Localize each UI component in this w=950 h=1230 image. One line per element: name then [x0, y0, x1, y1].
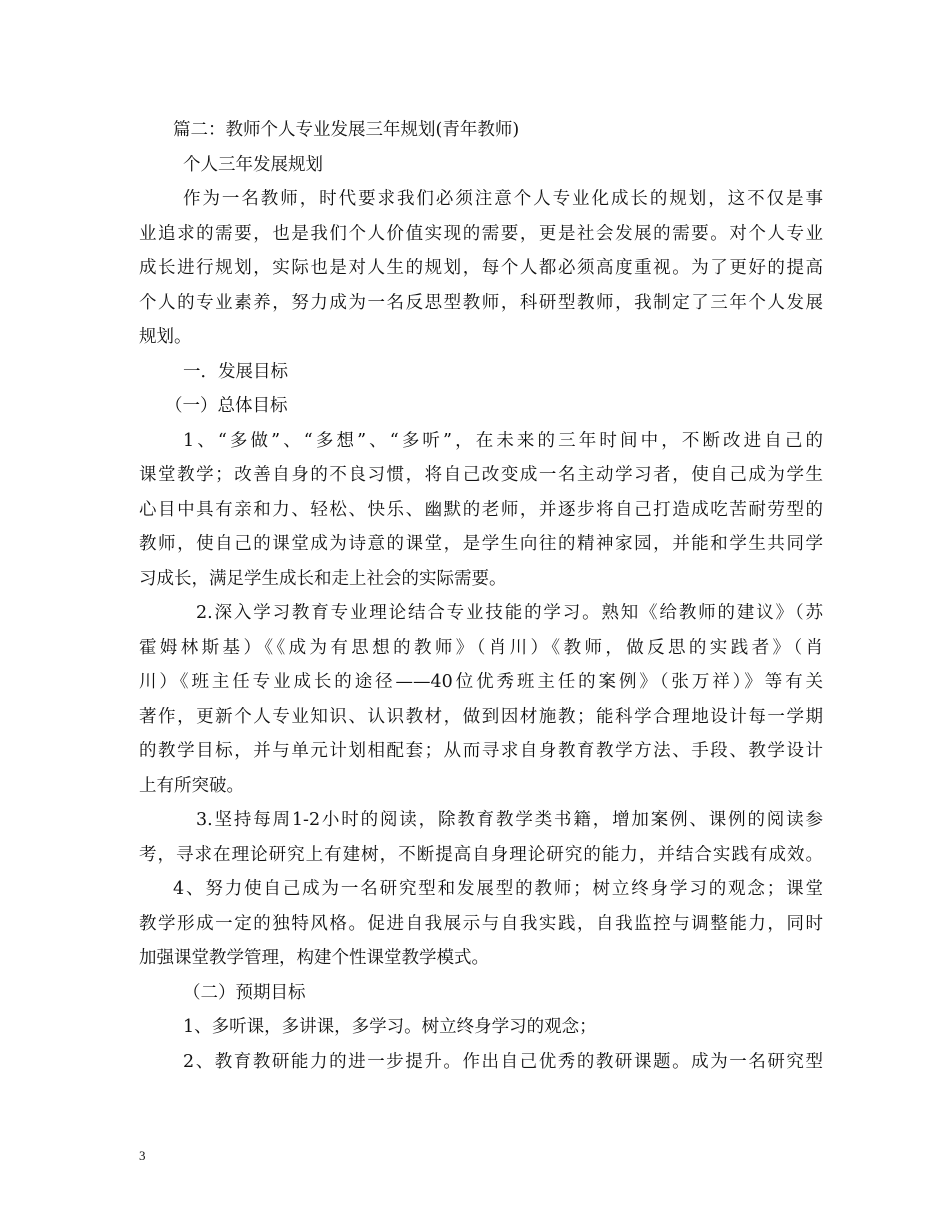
- text-line: 规划。: [139, 327, 192, 347]
- text-line: 成长进行规划，实际也是对人生的规划，每个人都必须高度重视。为了更好的提高: [139, 258, 823, 278]
- text-line: 业追求的需要，也是我们个人价值实现的需要，更是社会发展的需要。对个人专业: [139, 223, 823, 244]
- page-number: 3: [139, 1148, 146, 1163]
- text-line: 2.深入学习教育专业理论结合专业技能的学习。熟知《给教师的建议》（苏: [196, 603, 823, 623]
- text-line: 个人的专业素养，努力成为一名反思型教师，科研型教师，我制定了三年个人发展: [139, 292, 823, 313]
- text-line: 考，寻求在理论研究上有建树，不断提高自身理论研究的能力，并结合实践有成效。: [139, 844, 823, 865]
- text-line: 习成长，满足学生成长和走上社会的实际需要。: [139, 568, 507, 589]
- text-line: 心目中具有亲和力、轻松、快乐、幽默的老师，并逐步将自己打造成吃苦耐劳型的: [139, 499, 823, 520]
- text-line: （二）预期目标: [183, 982, 306, 1003]
- text-line: 个人三年发展规划: [183, 154, 323, 175]
- text-line: 加强课堂教学管理，构建个性课堂教学模式。: [139, 948, 489, 968]
- text-line: 的教学目标，并与单元计划相配套；从而寻求自身教育教学方法、手段、教学设计: [139, 741, 823, 761]
- text-line: 2、教育教研能力的进一步提升。作出自己优秀的教研课题。成为一名研究型: [183, 1051, 823, 1072]
- text-line: 3.坚持每周1-2小时的阅读，除教育教学类书籍，增加案例、课例的阅读参: [196, 810, 823, 830]
- text-line: 篇二：教师个人专业发展三年规划(青年教师): [173, 120, 520, 140]
- text-line: 霍姆林斯基）《《成为有思想的教师》（肖川）《教师，做反思的实践者》（肖: [139, 637, 823, 658]
- text-line: 一．发展目标: [183, 361, 288, 382]
- text-line: 课堂教学；改善自身的不良习惯，将自己改变成一名主动学习者，使自己成为学生: [139, 465, 823, 485]
- text-line: 川）《班主任专业成长的途径——40位优秀班主任的案例》（张万祥）》等有关: [139, 672, 823, 692]
- text-line: 教学形成一定的独特风格。促进自我展示与自我实践，自我监控与调整能力，同时: [139, 913, 823, 934]
- text-line: 4、努力使自己成为一名研究型和发展型的教师；树立终身学习的观念；课堂: [173, 879, 823, 899]
- document-body: [139, 113, 823, 1079]
- text-line: 教师，使自己的课堂成为诗意的课堂，是学生向往的精神家园，并能和学生共同学: [139, 534, 823, 554]
- text-line: 上有所突破。: [139, 775, 244, 796]
- text-line: 作为一名教师，时代要求我们必须注意个人专业化成长的规划，这不仅是事: [183, 189, 823, 209]
- text-line: 著作，更新个人专业知识、认识教材，做到因材施教；能科学合理地设计每一学期: [139, 706, 823, 727]
- text-line: （一）总体目标: [165, 396, 288, 416]
- text-line: 1、多听课，多讲课，多学习。树立终身学习的观念；: [183, 1017, 597, 1037]
- text-line: 1、“多做”、“多想”、“多听”，在未来的三年时间中，不断改进自己的: [183, 430, 823, 451]
